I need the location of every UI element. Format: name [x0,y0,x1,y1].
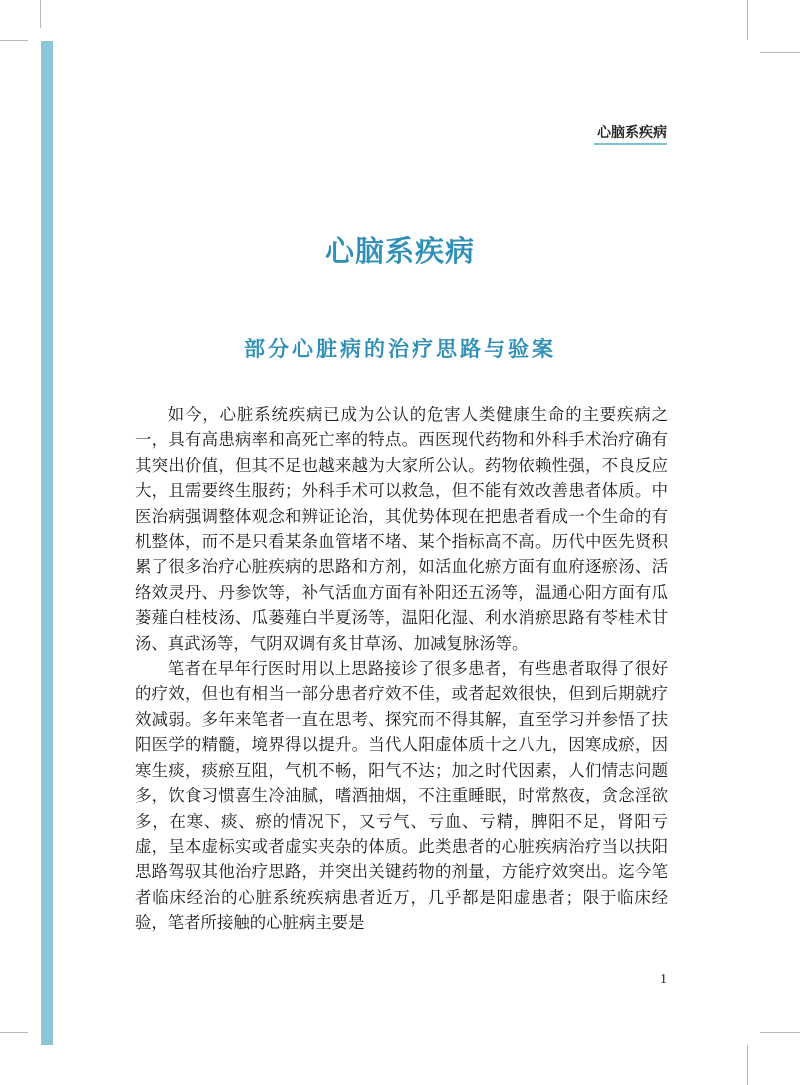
chapter-side-bar [41,41,53,1045]
crop-mark-bottom-right-v [747,1045,748,1085]
crop-mark-top-right-h [760,52,800,53]
chapter-title: 心脑系疾病 [324,234,475,268]
running-header-rule [594,143,667,145]
crop-mark-bottom-right-h [760,1032,800,1033]
crop-mark-top-left-v [40,0,41,28]
section-title: 部分心脏病的治疗思路与验案 [244,337,556,361]
crop-mark-top-left-h [0,40,28,41]
paragraph-1: 如今，心脏系统疾病已成为公认的危害人类健康生命的主要疾病之一，具有高患病率和高死亡率的特点。西医现代药物和外科手术治疗确有其突出价值，但其不足也越来越为大家所公认。药物依赖性强，不良反应大，且需要终生服药；外科手术可以救急，但不能有效改善患者体质。中医治病强调整体观念和辨证论治，其优势体现在把患者看成一个生命的有机整体，而不是只看某条血管堵不堵、某个指标高不高。历代中医先贤积累了很多治疗心脏疾病的思路和方剂，如活血化瘀方面有血府逐瘀汤、活络效灵丹、丹参饮等，补气活血方面有补阳还五汤等，温通心阳方面有瓜蒌薤白桂枝汤、瓜蒌薤白半夏汤等，温阳化湿、利水消瘀思路有苓桂术甘汤、真武汤等，气阴双调有炙甘草汤、加减复脉汤等。 [135,405,668,653]
body-text [135,402,668,936]
crop-mark-top-right-v [747,0,748,40]
paragraph-2: 笔者在早年行医时用以上思路接诊了很多患者，有些患者取得了很好的疗效，但也有相当一部分患者疗效不佳，或者起效很快，但到后期就疗效减弱。多年来笔者一直在思考、探究而不得其解，直至学习并参悟了扶阳医学的精髓，境界得以提升。当代人阳虚体质十之八九，因寒成瘀，因寒生痰，痰瘀互阻，气机不畅，阳气不达；加之时代因素，人们情志问题多，饮食习惯喜生冷油腻，嗜酒抽烟，不注重睡眠，时常熬夜，贪念淫欲多，在寒、痰、瘀的情况下，又亏气、亏血、亏精，脾阳不足，肾阳亏虚，呈本虚标实或者虚实夹杂的体质。此类患者的心脏疾病治疗当以扶阳思路驾驭其他治疗思路，并突出关键药物的剂量，方能疗效突出。迄今笔者临床经治的心脏系统疾病患者近万，几乎都是阳虚患者；限于临床经验，笔者所接触的心脏病主要是 [135,659,668,933]
page-number: 1 [660,972,667,987]
running-header: 心脑系疾病 [597,125,667,141]
crop-mark-bottom-left-h [0,1032,28,1033]
